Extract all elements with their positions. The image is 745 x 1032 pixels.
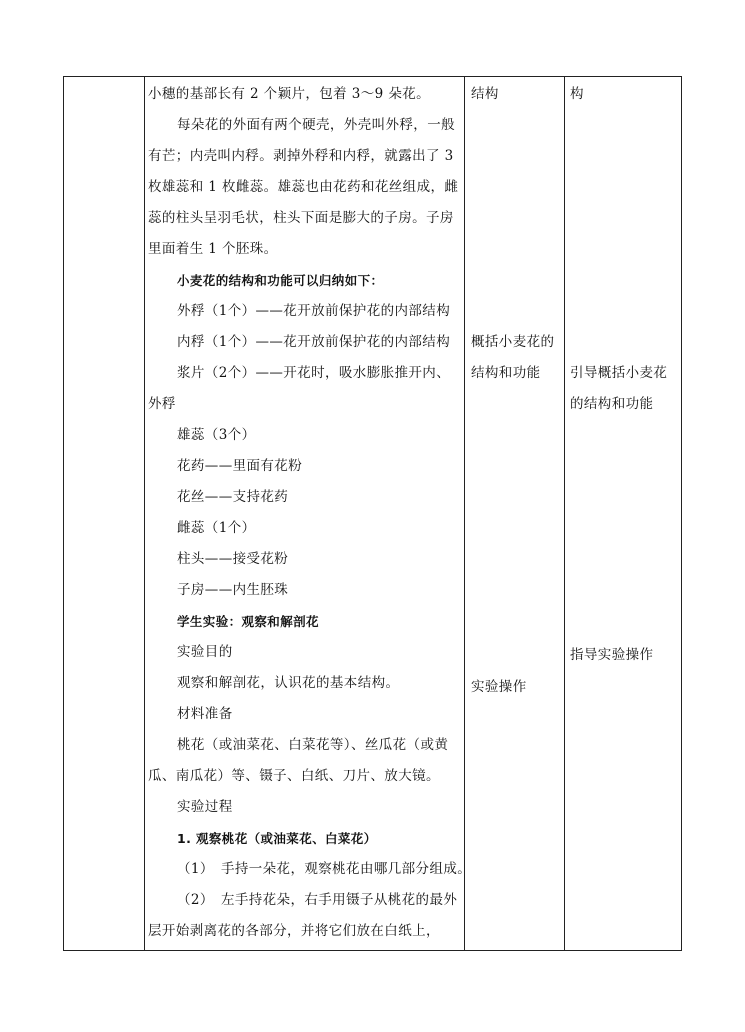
teaching-content-column: [148, 79, 472, 947]
content-line: 层开始剥离花的各部分，并将它们放在白纸上，: [148, 923, 440, 939]
content-line: 里面着生 1 个胚珠。: [148, 241, 278, 257]
student-activity-summary-2: 结构和功能: [471, 365, 541, 381]
teacher-activity-guide-1: 引导概括小麦花: [570, 365, 668, 381]
content-line: 雌蕊（1个）: [177, 520, 256, 536]
student-activity-summary-1: 概括小麦花的: [471, 334, 555, 350]
content-line: 花丝——支持花药: [177, 489, 289, 505]
content-line: 学生实验：观察和解剖花: [177, 614, 319, 629]
content-line: 小穗的基部长有 2 个颖片，包着 3～9 朵花。: [148, 86, 431, 102]
content-line: 雄蕊（3个）: [177, 427, 256, 443]
content-line: 桃花（或油菜花、白菜花等）、丝瓜花（或黄: [177, 737, 449, 753]
content-line: 材料准备: [177, 706, 233, 722]
content-line: 实验目的: [177, 644, 233, 660]
content-line: （2） 左手持花朵，右手用镊子从桃花的最外: [177, 892, 458, 908]
column-divider: [564, 77, 565, 950]
content-line: 花药——里面有花粉: [177, 458, 303, 474]
content-line: 蕊的柱头呈羽毛状，柱头下面是膨大的子房。子房: [148, 210, 454, 226]
content-line: 子房——内生胚珠: [177, 582, 289, 598]
teacher-activity-guide-2: 的结构和功能: [570, 396, 654, 412]
student-activity-structure: 结构: [471, 86, 499, 102]
content-line: 浆片（2个）——开花时，吸水膨胀推开内、: [177, 365, 451, 381]
content-line: 柱头——接受花粉: [177, 551, 289, 567]
content-line: 小麦花的结构和功能可以归纳如下：: [177, 273, 384, 288]
column-divider: [144, 77, 145, 950]
content-line: 外稃: [148, 396, 176, 412]
content-line: 外稃（1个）——花开放前保护花的内部结构: [177, 303, 451, 319]
content-line: 实验过程: [177, 799, 233, 815]
content-line: 有芒；内壳叫内稃。剥掉外稃和内稃，就露出了 3: [148, 148, 454, 164]
student-activity-experiment: 实验操作: [471, 679, 527, 695]
content-line: 枚雄蕊和 1 枚雌蕊。雄蕊也由花药和花丝组成，雌: [148, 179, 459, 195]
content-line: 瓜、南瓜花）等、镊子、白纸、刀片、放大镜。: [148, 768, 440, 784]
content-line: 每朵花的外面有两个硬壳，外壳叫外稃，一般: [177, 117, 455, 133]
content-line: 观察和解剖花，认识花的基本结构。: [177, 675, 400, 691]
content-line: 内稃（1个）——花开放前保护花的内部结构: [177, 334, 451, 350]
teacher-activity-instruct: 指导实验操作: [570, 647, 654, 663]
column-divider: [464, 77, 465, 950]
content-line: （1） 手持一朵花，观察桃花由哪几部分组成。: [177, 861, 472, 877]
teacher-activity-structure: 构: [570, 86, 584, 102]
content-line: 1. 观察桃花（或油菜花、白菜花）: [177, 831, 377, 846]
lesson-table: [63, 76, 682, 951]
